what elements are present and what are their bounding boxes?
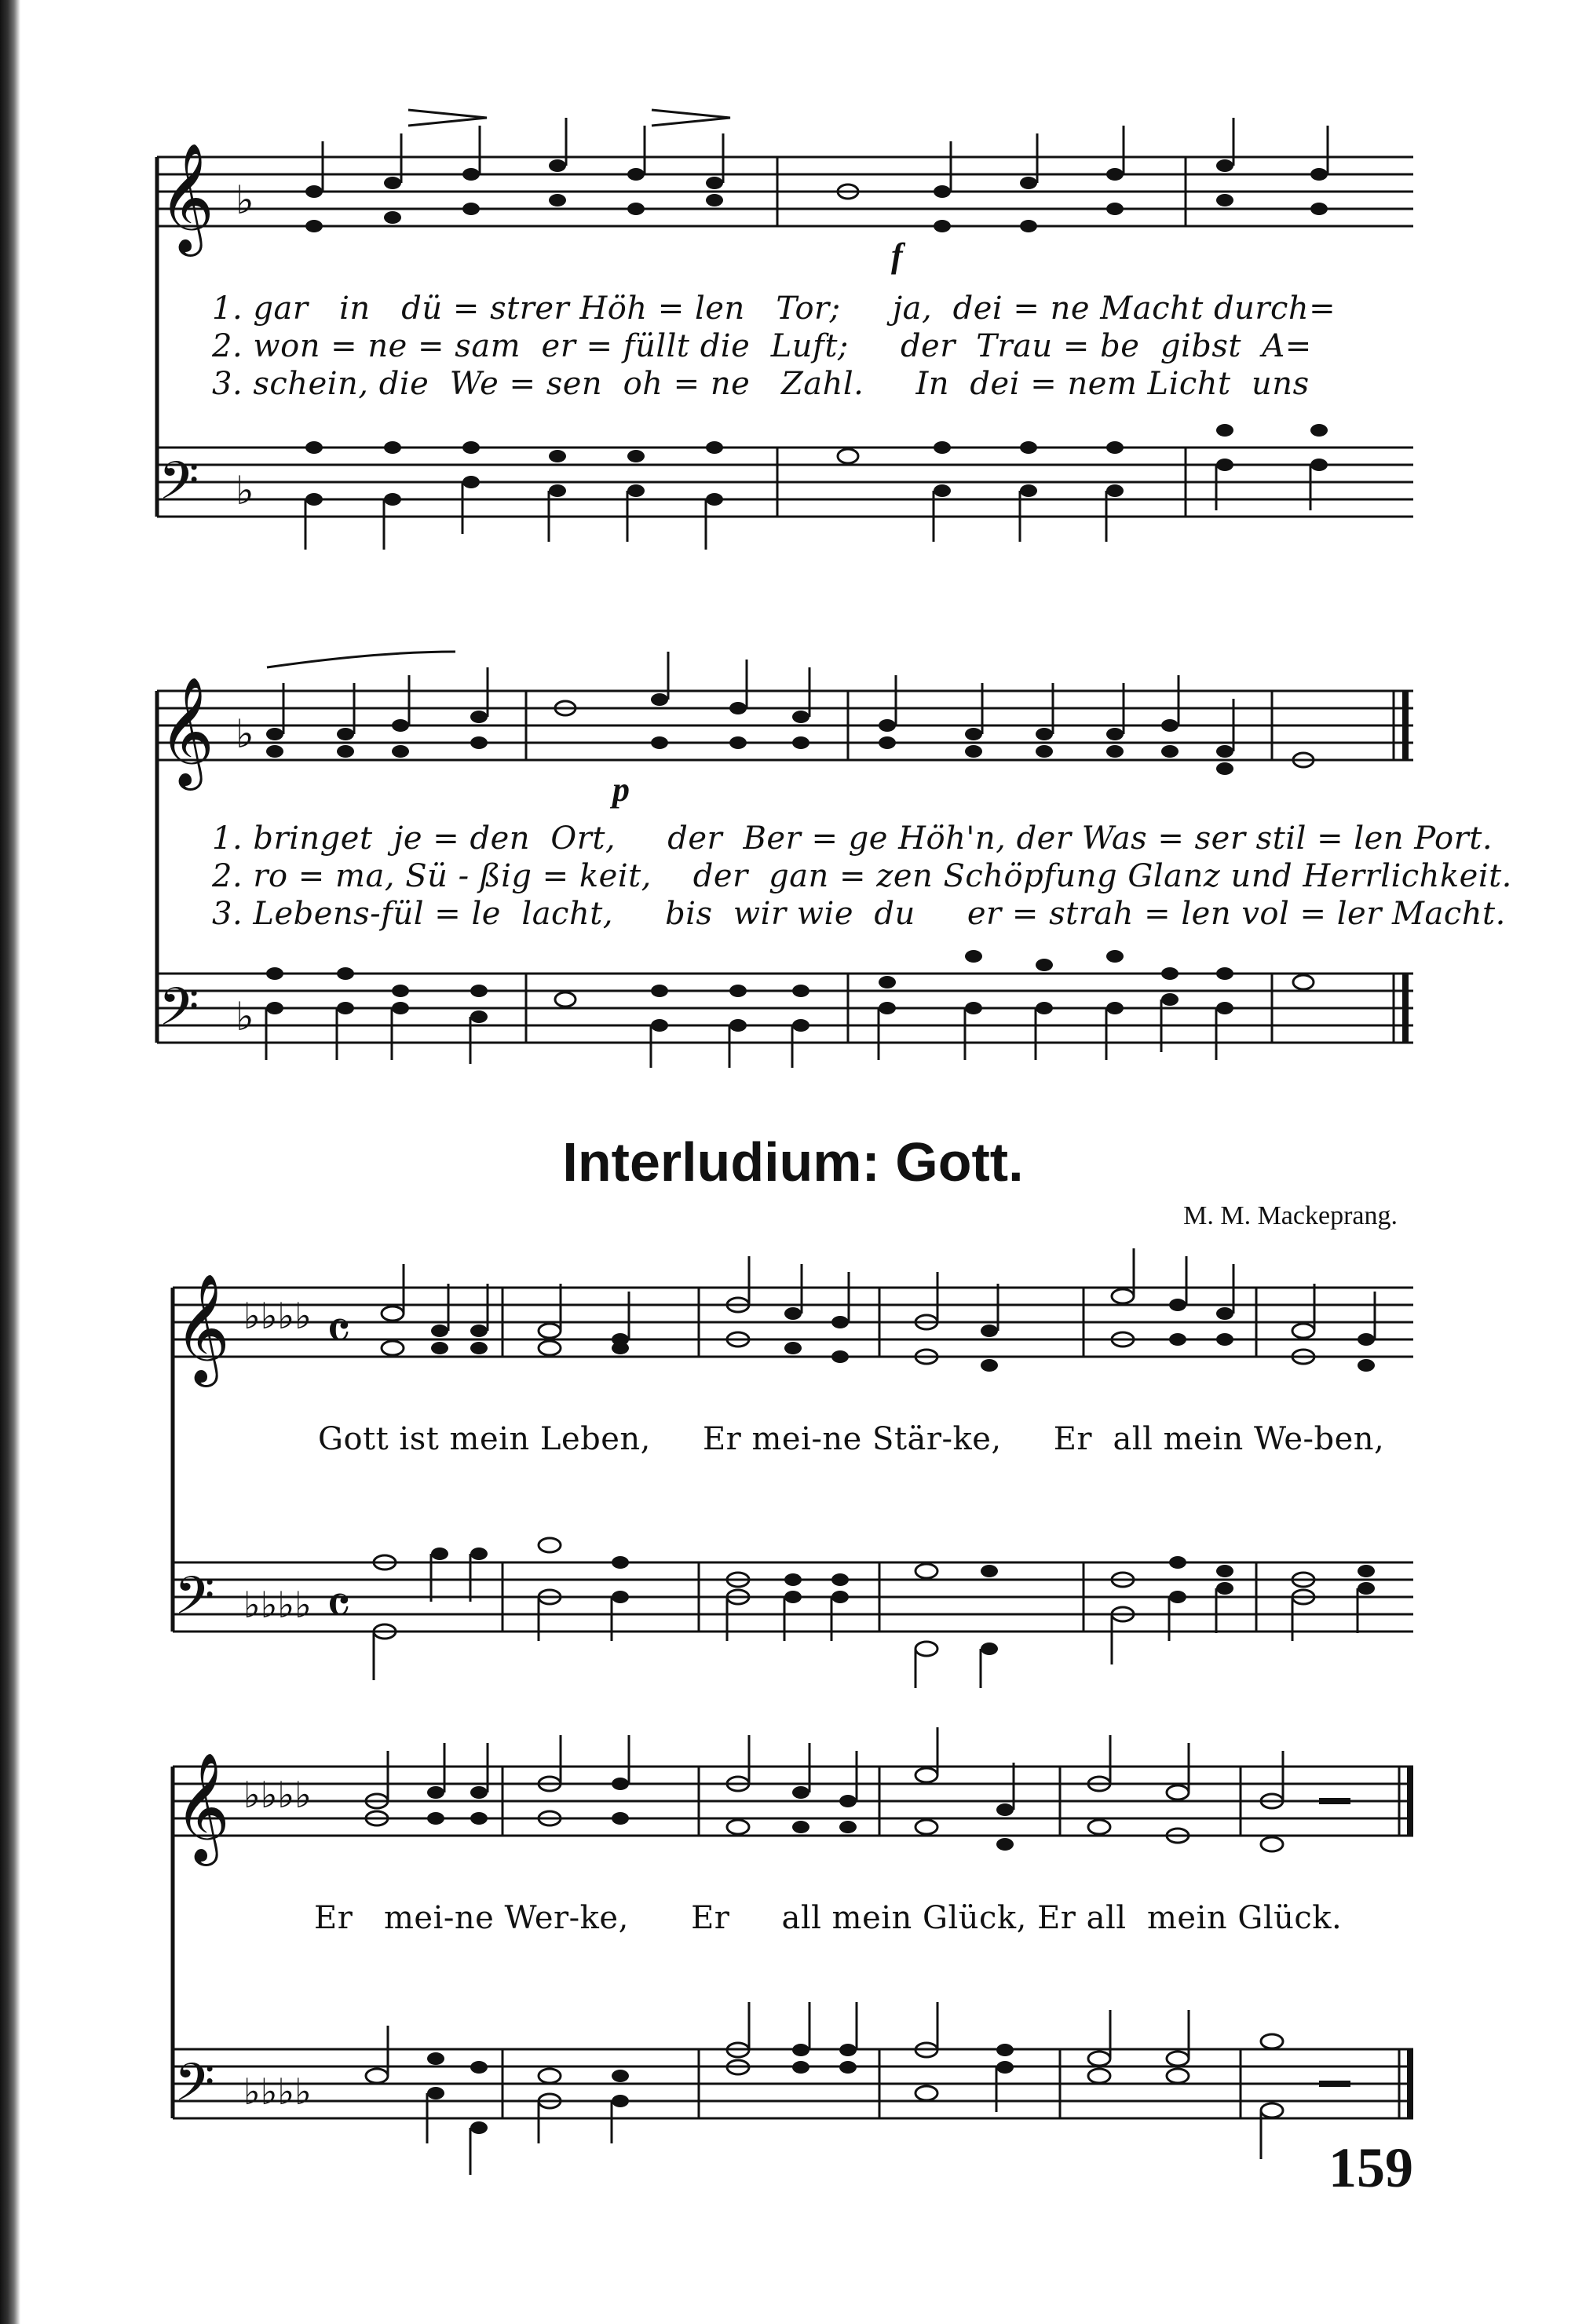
svg-text:♭♭♭♭: ♭♭♭♭: [243, 1774, 312, 1816]
svg-text:𝄴: 𝄴: [326, 1298, 352, 1364]
svg-text:𝄢: 𝄢: [174, 2052, 215, 2125]
svg-text:𝄢: 𝄢: [174, 1566, 215, 1639]
system-2-lyric-verse-3: 3. Lebens-fül = le lacht, bis wir wie du er = strah = len vol = ler Macht.: [212, 896, 1506, 932]
svg-text:♭♭♭♭: ♭♭♭♭: [243, 1295, 312, 1337]
interludium-lyrics-line-1: Gott ist mein Leben, Er mei-ne Stär-ke, Er all mein We-ben,: [318, 1421, 1385, 1457]
svg-text:♭♭♭♭: ♭♭♭♭: [243, 1584, 312, 1626]
svg-text:𝄢: 𝄢: [159, 977, 199, 1050]
system-4-notation: [157, 1751, 1413, 2159]
svg-text:𝄴: 𝄴: [326, 1573, 352, 1639]
interludium-title: Interludium: Gott.: [562, 1131, 1024, 1193]
svg-text:𝄢: 𝄢: [159, 451, 199, 524]
system-1-lyric-verse-2: 2. won = ne = sam er = füllt die Luft; der Trau = be gibst A=: [212, 328, 1312, 364]
system-3: [157, 1272, 1413, 1712]
system-1-lyric-verse-3: 3. schein, die We = sen oh = ne Zahl. In dei = nem Licht uns: [212, 366, 1310, 402]
system-4: [157, 1751, 1413, 2159]
system-1-lyric-verse-1: 1. gar in dü = strer Höh = len Tor; ja, dei = ne Macht durch=: [212, 290, 1336, 327]
composer-name: M. M. Mackeprang.: [1183, 1201, 1398, 1230]
svg-text:𝄞: 𝄞: [159, 677, 214, 786]
svg-text:♭: ♭: [236, 177, 254, 223]
system-2-lyric-verse-2: 2. ro = ma, Sü - ßig = keit, der gan = zen Schöpfung Glanz und Herrlichkeit.: [212, 858, 1512, 894]
interludium-lyrics-line-2: Er mei-ne Wer-ke, Er all mein Glück, Er all mein Glück.: [314, 1900, 1343, 1936]
page-number: 159: [1328, 2136, 1413, 2199]
svg-text:𝄞: 𝄞: [159, 143, 214, 252]
system-3-notation: [157, 1272, 1413, 1712]
svg-text:𝄞: 𝄞: [174, 1273, 230, 1383]
svg-text:♭: ♭: [236, 468, 254, 513]
svg-text:𝄞: 𝄞: [174, 1752, 230, 1862]
svg-text:♭: ♭: [236, 711, 254, 757]
dynamic-piano: p: [612, 770, 630, 809]
svg-text:♭♭♭♭: ♭♭♭♭: [243, 2070, 312, 2113]
svg-text:♭: ♭: [236, 994, 254, 1040]
system-2-lyric-verse-1: 1. bringet je = den Ort, der Ber = ge Höh'n, der Was = ser stil = len Port.: [212, 820, 1493, 857]
dynamic-forte: f: [891, 236, 903, 275]
